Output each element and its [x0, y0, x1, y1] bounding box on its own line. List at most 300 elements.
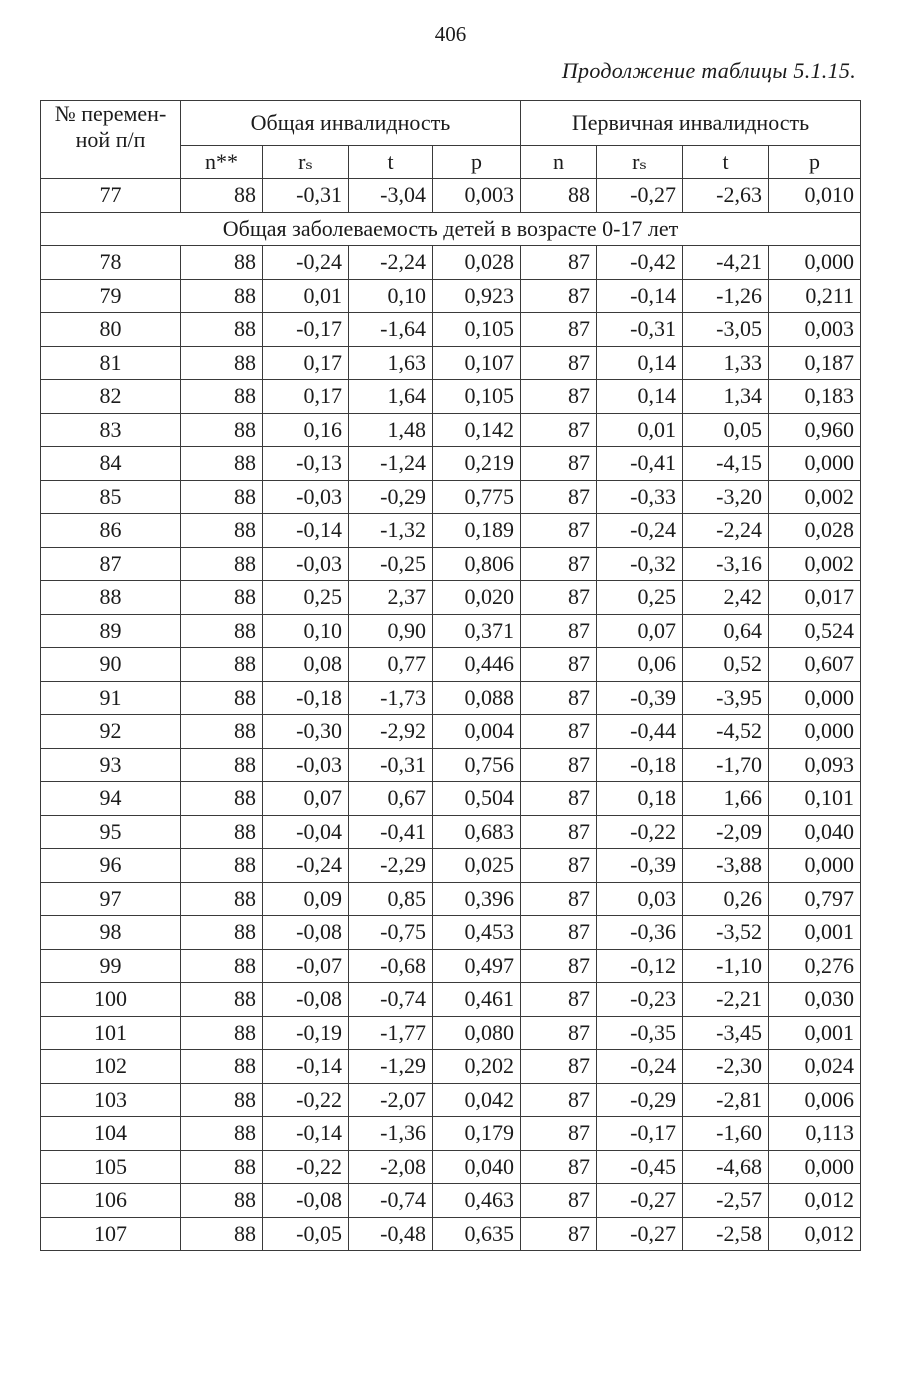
subheader-n: n	[521, 146, 597, 179]
table-cell: 87	[521, 648, 597, 682]
table-cell: -0,74	[349, 983, 433, 1017]
table-cell: -2,24	[349, 246, 433, 280]
table-cell: 0,030	[769, 983, 861, 1017]
table-cell: 0,001	[769, 1016, 861, 1050]
table-cell: -1,29	[349, 1050, 433, 1084]
table-cell: 0,003	[433, 179, 521, 213]
table-cell: -3,04	[349, 179, 433, 213]
table-cell: 88	[181, 346, 263, 380]
table-cell: 88	[181, 547, 263, 581]
table-cell: -0,39	[597, 681, 683, 715]
table-cell: 0,042	[433, 1083, 521, 1117]
table-cell: 88	[181, 447, 263, 481]
table-cell: 0,028	[433, 246, 521, 280]
table-cell: 0,028	[769, 514, 861, 548]
table-cell: -0,17	[597, 1117, 683, 1151]
variable-number-cell: 93	[41, 748, 181, 782]
table-cell: -2,58	[683, 1217, 769, 1251]
table-cell: 0,10	[263, 614, 349, 648]
table-row	[41, 1217, 861, 1251]
table-cell: 88	[181, 1217, 263, 1251]
table-cell: 0,64	[683, 614, 769, 648]
table-cell: -0,44	[597, 715, 683, 749]
table-row	[41, 815, 861, 849]
table-cell: -1,73	[349, 681, 433, 715]
table-cell: 0,001	[769, 916, 861, 950]
variable-number-cell: 79	[41, 279, 181, 313]
table-cell: -3,52	[683, 916, 769, 950]
table-cell: 0,960	[769, 413, 861, 447]
table-cell: -4,15	[683, 447, 769, 481]
table-row	[41, 480, 861, 514]
table-row	[41, 983, 861, 1017]
table-cell: 88	[521, 179, 597, 213]
table-cell: 88	[181, 681, 263, 715]
table-row	[41, 447, 861, 481]
table-row	[41, 782, 861, 816]
variable-number-cell: 91	[41, 681, 181, 715]
table-cell: 1,64	[349, 380, 433, 414]
table-cell: 0,000	[769, 1150, 861, 1184]
table-cell: 87	[521, 1184, 597, 1218]
table-cell: 87	[521, 1150, 597, 1184]
table-cell: 0,000	[769, 447, 861, 481]
table-cell: -3,45	[683, 1016, 769, 1050]
table-cell: 88	[181, 882, 263, 916]
table-cell: 0,020	[433, 581, 521, 615]
table-cell: 88	[181, 1016, 263, 1050]
table-cell: 87	[521, 715, 597, 749]
table-caption: Продолжение таблицы 5.1.15.	[561, 58, 856, 83]
table-cell: 0,67	[349, 782, 433, 816]
table-cell: 0,01	[263, 279, 349, 313]
table-cell: 87	[521, 782, 597, 816]
table-cell: 0,012	[769, 1184, 861, 1218]
table-cell: 87	[521, 480, 597, 514]
table-cell: 88	[181, 313, 263, 347]
table-cell: -0,45	[597, 1150, 683, 1184]
table-cell: -0,41	[349, 815, 433, 849]
table-cell: 0,000	[769, 681, 861, 715]
table-cell: 0,006	[769, 1083, 861, 1117]
table-cell: -0,04	[263, 815, 349, 849]
table-cell: 87	[521, 1217, 597, 1251]
table-cell: 0,004	[433, 715, 521, 749]
subheader-p: p	[433, 146, 521, 179]
table-cell: 88	[181, 949, 263, 983]
table-cell: -0,39	[597, 849, 683, 883]
table-cell: -0,13	[263, 447, 349, 481]
data-table	[40, 100, 861, 1251]
table-cell: 0,03	[597, 882, 683, 916]
table-row	[41, 1083, 861, 1117]
table-cell: -3,95	[683, 681, 769, 715]
table-cell: 87	[521, 849, 597, 883]
table-cell: 87	[521, 246, 597, 280]
table-cell: 0,002	[769, 480, 861, 514]
table-cell: 87	[521, 983, 597, 1017]
table-cell: -0,31	[349, 748, 433, 782]
table-row	[41, 949, 861, 983]
table-cell: 0,000	[769, 715, 861, 749]
table-cell: -1,70	[683, 748, 769, 782]
table-cell: 0,07	[263, 782, 349, 816]
table-cell: -0,07	[263, 949, 349, 983]
table-cell: 87	[521, 949, 597, 983]
table-cell: 0,040	[769, 815, 861, 849]
table-cell: 88	[181, 748, 263, 782]
table-cell: 0,16	[263, 413, 349, 447]
table-row	[41, 715, 861, 749]
table-cell: -0,31	[597, 313, 683, 347]
table-cell: -0,24	[597, 1050, 683, 1084]
table-cell: 0,463	[433, 1184, 521, 1218]
section-title: Общая заболеваемость детей в возрасте 0-17 лет	[41, 212, 861, 246]
subheader-rs: rₛ	[263, 146, 349, 179]
table-cell: -1,32	[349, 514, 433, 548]
table-cell: -0,14	[263, 514, 349, 548]
variable-number-cell: 107	[41, 1217, 181, 1251]
table-cell: 88	[181, 715, 263, 749]
table-cell: 88	[181, 1117, 263, 1151]
table-row	[41, 614, 861, 648]
table-cell: -3,05	[683, 313, 769, 347]
variable-number-cell: 83	[41, 413, 181, 447]
variable-number-cell: 85	[41, 480, 181, 514]
table-cell: 0,010	[769, 179, 861, 213]
table-cell: 0,806	[433, 547, 521, 581]
table-cell: 87	[521, 916, 597, 950]
table-cell: -0,30	[263, 715, 349, 749]
table-cell: -0,14	[263, 1117, 349, 1151]
table-cell: 87	[521, 413, 597, 447]
table-cell: 0,105	[433, 313, 521, 347]
variable-number-header: № перемен-ной п/п	[41, 101, 181, 179]
table-cell: 88	[181, 648, 263, 682]
table-cell: 0,18	[597, 782, 683, 816]
table-cell: 88	[181, 380, 263, 414]
table-cell: 88	[181, 581, 263, 615]
table-cell: 1,66	[683, 782, 769, 816]
variable-number-cell: 86	[41, 514, 181, 548]
table-row	[41, 313, 861, 347]
table-cell: -0,75	[349, 916, 433, 950]
table-cell: -3,16	[683, 547, 769, 581]
table-row	[41, 1016, 861, 1050]
table-cell: -0,05	[263, 1217, 349, 1251]
table-row	[41, 882, 861, 916]
table-cell: 0,088	[433, 681, 521, 715]
table-cell: 0,775	[433, 480, 521, 514]
primary-disability-header: Первичная инвалидность	[521, 101, 861, 146]
table-cell: 0,14	[597, 346, 683, 380]
table-cell: 88	[181, 983, 263, 1017]
table-row	[41, 514, 861, 548]
table-cell: 0,17	[263, 380, 349, 414]
table-row	[41, 179, 861, 213]
table-cell: -0,74	[349, 1184, 433, 1218]
table-cell: 0,002	[769, 547, 861, 581]
variable-number-cell: 87	[41, 547, 181, 581]
table-cell: -0,25	[349, 547, 433, 581]
table-row	[41, 346, 861, 380]
table-cell: -0,19	[263, 1016, 349, 1050]
table-cell: 0,923	[433, 279, 521, 313]
table-cell: 0,524	[769, 614, 861, 648]
variable-number-cell: 100	[41, 983, 181, 1017]
table-cell: -0,08	[263, 916, 349, 950]
table-cell: -2,81	[683, 1083, 769, 1117]
variable-number-cell: 77	[41, 179, 181, 213]
table-cell: -2,29	[349, 849, 433, 883]
table-cell: -2,63	[683, 179, 769, 213]
table-cell: 1,34	[683, 380, 769, 414]
variable-number-cell: 88	[41, 581, 181, 615]
table-cell: 0,003	[769, 313, 861, 347]
section-row	[41, 212, 861, 246]
table-cell: 0,000	[769, 246, 861, 280]
variable-number-cell: 106	[41, 1184, 181, 1218]
table-cell: -0,22	[597, 815, 683, 849]
subheader-rs: rₛ	[597, 146, 683, 179]
table-cell: 87	[521, 514, 597, 548]
table-cell: -1,24	[349, 447, 433, 481]
table-cell: 0,000	[769, 849, 861, 883]
table-cell: 0,093	[769, 748, 861, 782]
variable-number-cell: 96	[41, 849, 181, 883]
table-cell: -2,09	[683, 815, 769, 849]
table-row	[41, 1117, 861, 1151]
table-cell: 88	[181, 480, 263, 514]
table-row	[41, 246, 861, 280]
table-cell: -0,27	[597, 179, 683, 213]
table-cell: 0,202	[433, 1050, 521, 1084]
table-cell: -0,12	[597, 949, 683, 983]
table-row	[41, 380, 861, 414]
table-cell: -0,03	[263, 547, 349, 581]
variable-number-cell: 81	[41, 346, 181, 380]
table-cell: 1,63	[349, 346, 433, 380]
table-cell: 0,756	[433, 748, 521, 782]
table-cell: 87	[521, 279, 597, 313]
table-cell: 0,446	[433, 648, 521, 682]
table-cell: 0,497	[433, 949, 521, 983]
table-cell: 0,08	[263, 648, 349, 682]
table-cell: 88	[181, 1083, 263, 1117]
table-cell: 87	[521, 815, 597, 849]
table-cell: 0,219	[433, 447, 521, 481]
table-cell: 87	[521, 1117, 597, 1151]
table-cell: 87	[521, 380, 597, 414]
table-cell: 87	[521, 313, 597, 347]
table-cell: -0,18	[263, 681, 349, 715]
variable-number-cell: 92	[41, 715, 181, 749]
table-cell: 0,080	[433, 1016, 521, 1050]
table-cell: 0,26	[683, 882, 769, 916]
table-cell: 0,276	[769, 949, 861, 983]
table-cell: 0,371	[433, 614, 521, 648]
table-cell: -0,08	[263, 983, 349, 1017]
subheader-n: n**	[181, 146, 263, 179]
table-cell: 2,42	[683, 581, 769, 615]
table-cell: 0,107	[433, 346, 521, 380]
table-cell: -1,60	[683, 1117, 769, 1151]
table-cell: 87	[521, 1016, 597, 1050]
table-cell: -0,17	[263, 313, 349, 347]
table-cell: 88	[181, 279, 263, 313]
table-cell: -0,14	[597, 279, 683, 313]
variable-number-cell: 90	[41, 648, 181, 682]
table-cell: 0,05	[683, 413, 769, 447]
variable-number-cell: 101	[41, 1016, 181, 1050]
variable-number-cell: 99	[41, 949, 181, 983]
table-cell: 88	[181, 1150, 263, 1184]
table-cell: 0,017	[769, 581, 861, 615]
table-cell: -2,57	[683, 1184, 769, 1218]
variable-number-cell: 98	[41, 916, 181, 950]
table-cell: 0,52	[683, 648, 769, 682]
table-cell: 0,09	[263, 882, 349, 916]
table-cell: -0,35	[597, 1016, 683, 1050]
table-cell: 87	[521, 748, 597, 782]
table-row	[41, 1150, 861, 1184]
table-cell: 88	[181, 246, 263, 280]
table-cell: -2,92	[349, 715, 433, 749]
variable-number-cell: 94	[41, 782, 181, 816]
table-cell: 0,06	[597, 648, 683, 682]
variable-number-cell: 95	[41, 815, 181, 849]
table-cell: -1,10	[683, 949, 769, 983]
table-cell: 0,10	[349, 279, 433, 313]
table-cell: -1,77	[349, 1016, 433, 1050]
table-cell: 0,17	[263, 346, 349, 380]
table-cell: 0,012	[769, 1217, 861, 1251]
variable-number-cell: 103	[41, 1083, 181, 1117]
table-cell: -4,52	[683, 715, 769, 749]
table-cell: 87	[521, 1083, 597, 1117]
table-cell: -0,68	[349, 949, 433, 983]
table-cell: 0,07	[597, 614, 683, 648]
table-cell: 0,461	[433, 983, 521, 1017]
table-cell: 0,25	[263, 581, 349, 615]
table-cell: 0,453	[433, 916, 521, 950]
variable-number-cell: 80	[41, 313, 181, 347]
table-cell: 0,14	[597, 380, 683, 414]
table-cell: -0,27	[597, 1217, 683, 1251]
table-cell: -3,20	[683, 480, 769, 514]
table-cell: 0,504	[433, 782, 521, 816]
table-row	[41, 849, 861, 883]
table-cell: -2,24	[683, 514, 769, 548]
table-cell: 0,635	[433, 1217, 521, 1251]
table-cell: 0,90	[349, 614, 433, 648]
table-cell: -4,68	[683, 1150, 769, 1184]
table-cell: 0,101	[769, 782, 861, 816]
table-row	[41, 648, 861, 682]
table-cell: 0,025	[433, 849, 521, 883]
variable-number-cell: 82	[41, 380, 181, 414]
table-cell: 88	[181, 849, 263, 883]
table-cell: 88	[181, 916, 263, 950]
table-cell: 87	[521, 581, 597, 615]
table-cell: 87	[521, 614, 597, 648]
table-cell: 0,142	[433, 413, 521, 447]
table-cell: 0,797	[769, 882, 861, 916]
table-cell: -0,03	[263, 480, 349, 514]
table-row	[41, 547, 861, 581]
table-cell: -0,24	[597, 514, 683, 548]
table-cell: -0,24	[263, 849, 349, 883]
page-number: 406	[434, 22, 467, 46]
table-cell: 0,183	[769, 380, 861, 414]
variable-number-cell: 104	[41, 1117, 181, 1151]
subheader-t: t	[683, 146, 769, 179]
table-cell: -2,21	[683, 983, 769, 1017]
table-cell: 87	[521, 882, 597, 916]
table-cell: 0,040	[433, 1150, 521, 1184]
variable-number-cell: 102	[41, 1050, 181, 1084]
table-cell: -0,03	[263, 748, 349, 782]
table-row	[41, 916, 861, 950]
table-cell: 0,189	[433, 514, 521, 548]
table-cell: -0,14	[263, 1050, 349, 1084]
table-cell: 1,33	[683, 346, 769, 380]
table-cell: -0,41	[597, 447, 683, 481]
table-cell: 0,85	[349, 882, 433, 916]
table-cell: -2,08	[349, 1150, 433, 1184]
table-cell: 88	[181, 1050, 263, 1084]
table-cell: -0,36	[597, 916, 683, 950]
table-cell: -0,29	[597, 1083, 683, 1117]
table-cell: 0,024	[769, 1050, 861, 1084]
table-cell: -1,26	[683, 279, 769, 313]
table-cell: -0,18	[597, 748, 683, 782]
table-cell: 0,113	[769, 1117, 861, 1151]
table-cell: 0,01	[597, 413, 683, 447]
table-cell: -0,24	[263, 246, 349, 280]
table-row	[41, 681, 861, 715]
variable-number-cell: 105	[41, 1150, 181, 1184]
table-row	[41, 1050, 861, 1084]
table-cell: -0,23	[597, 983, 683, 1017]
table-cell: 0,396	[433, 882, 521, 916]
table-cell: 87	[521, 1050, 597, 1084]
table-cell: 0,211	[769, 279, 861, 313]
general-disability-header: Общая инвалидность	[181, 101, 521, 146]
table-body	[41, 179, 861, 1251]
table-cell: 88	[181, 1184, 263, 1218]
table-cell: 2,37	[349, 581, 433, 615]
table-row	[41, 1184, 861, 1218]
table-cell: 88	[181, 179, 263, 213]
table-cell: 0,105	[433, 380, 521, 414]
table-cell: 87	[521, 681, 597, 715]
table-row	[41, 413, 861, 447]
table-cell: -3,88	[683, 849, 769, 883]
variable-number-cell: 84	[41, 447, 181, 481]
table-cell: -0,32	[597, 547, 683, 581]
table-cell: -2,07	[349, 1083, 433, 1117]
variable-number-cell: 97	[41, 882, 181, 916]
table-row	[41, 279, 861, 313]
table-cell: -2,30	[683, 1050, 769, 1084]
table-cell: -0,31	[263, 179, 349, 213]
table-cell: 0,607	[769, 648, 861, 682]
table-cell: 87	[521, 547, 597, 581]
table-cell: -0,08	[263, 1184, 349, 1218]
table-cell: 0,683	[433, 815, 521, 849]
table-row	[41, 748, 861, 782]
